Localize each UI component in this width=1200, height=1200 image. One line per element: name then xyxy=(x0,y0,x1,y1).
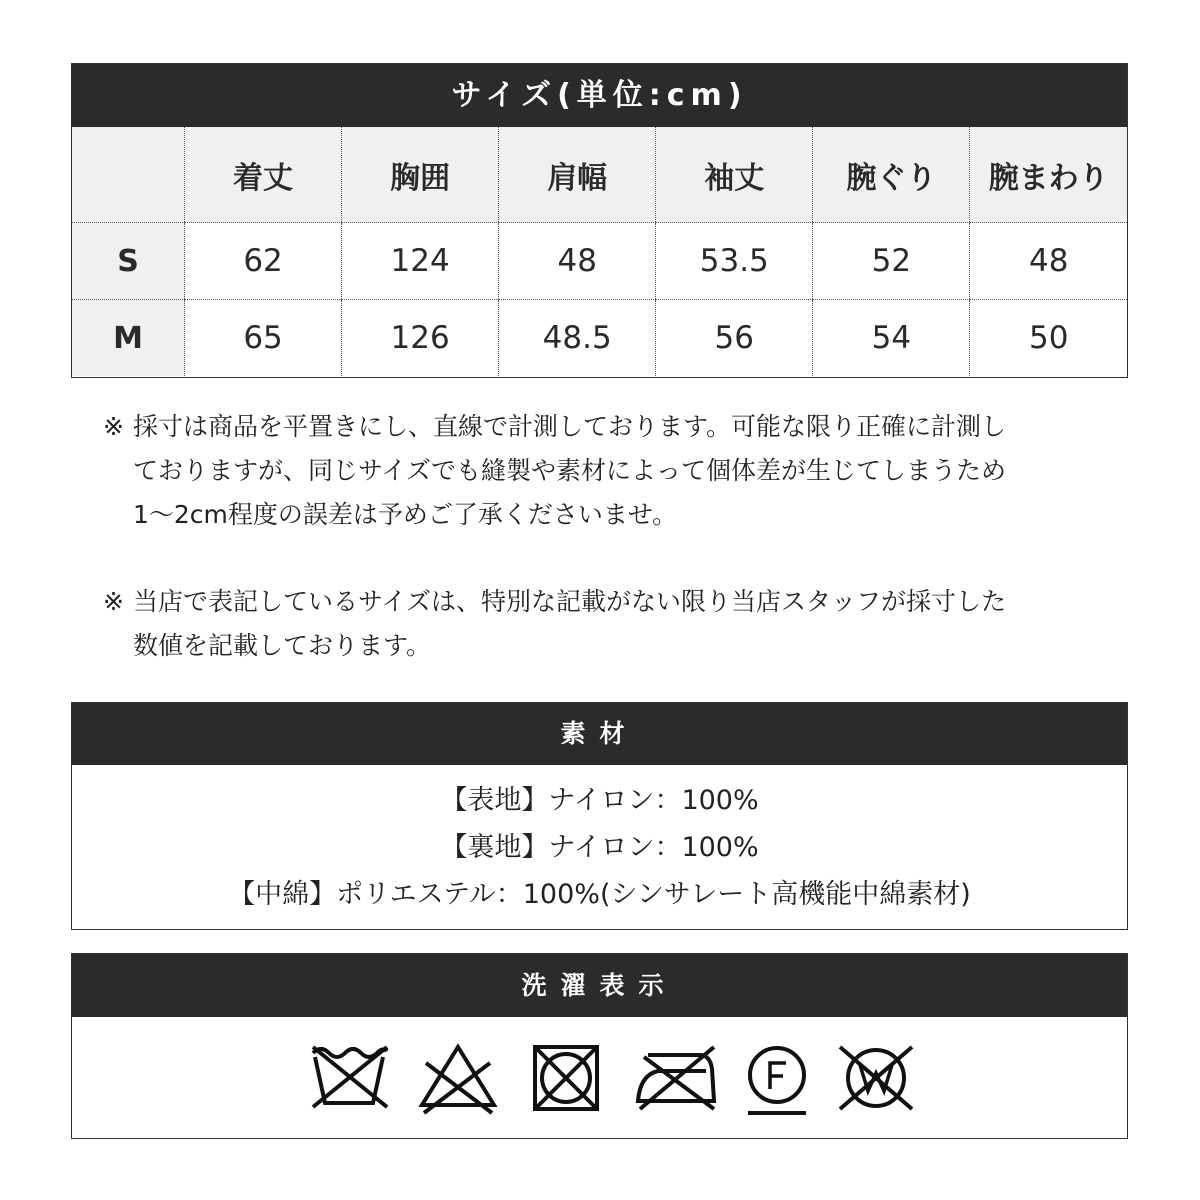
table-cell: 126 xyxy=(342,300,499,377)
care-icons xyxy=(72,1017,1127,1138)
column-header: 袖丈 xyxy=(656,127,813,223)
material-line: 【裏地】ナイロン：100% xyxy=(440,832,759,863)
note-line: 当店で表記しているサイズは、特別な記載がない限り当店スタッフが採寸した xyxy=(133,587,1007,616)
size-label: S xyxy=(72,223,185,300)
table-cell: 65 xyxy=(185,300,342,377)
column-header: 腕まわり xyxy=(970,127,1127,223)
size-table xyxy=(72,127,1127,376)
material-line: 【中綿】ポリエステル：100%(シンサレート高機能中綿素材) xyxy=(228,879,971,910)
material-list xyxy=(72,765,1127,918)
material-line: 【表地】ナイロン：100% xyxy=(440,785,759,816)
table-cell: 50 xyxy=(970,300,1127,377)
size-table-corner xyxy=(72,127,185,223)
column-header: 胸囲 xyxy=(342,127,499,223)
measurement-note xyxy=(103,405,1103,537)
no-wet-clean-icon xyxy=(834,1043,918,1113)
table-row xyxy=(72,300,1127,377)
size-table-header-row xyxy=(72,127,1127,223)
table-cell: 62 xyxy=(185,223,342,300)
note-line: ておりますが、同じサイズでも縫製や素材によって個体差が生じてしまうため xyxy=(133,456,1007,485)
table-cell: 124 xyxy=(342,223,499,300)
table-cell: 53.5 xyxy=(656,223,813,300)
no-wash-icon xyxy=(307,1043,391,1113)
note-line: 採寸は商品を平置きにし、直線で計測しております。可能な限り正確に計測し xyxy=(133,412,1007,441)
note-line: 1〜2cm程度の誤差は予めご了承くださいませ。 xyxy=(133,500,678,529)
table-cell: 56 xyxy=(656,300,813,377)
column-header: 着丈 xyxy=(185,127,342,223)
table-cell: 54 xyxy=(813,300,970,377)
table-row xyxy=(72,223,1127,300)
size-table-section xyxy=(71,63,1128,378)
note-line: 数値を記載しております。 xyxy=(133,631,432,660)
table-cell: 52 xyxy=(813,223,970,300)
dry-clean-f-icon xyxy=(742,1043,812,1119)
material-section xyxy=(71,702,1128,930)
washing-title: 洗濯表示 xyxy=(72,954,1127,1017)
material-title: 素材 xyxy=(72,703,1127,765)
column-header: 腕ぐり xyxy=(813,127,970,223)
no-bleach-icon xyxy=(416,1043,500,1115)
size-label: M xyxy=(72,300,185,377)
size-source-note xyxy=(103,580,1103,668)
table-cell: 48 xyxy=(970,223,1127,300)
note-mark: ※ xyxy=(103,412,124,441)
table-cell: 48.5 xyxy=(499,300,656,377)
size-table-title: サイズ(単位:cm) xyxy=(72,64,1127,127)
no-tumble-dry-icon xyxy=(529,1043,603,1113)
no-iron-icon xyxy=(634,1043,720,1113)
table-cell: 48 xyxy=(499,223,656,300)
column-header: 肩幅 xyxy=(499,127,656,223)
washing-section xyxy=(71,953,1128,1139)
note-mark: ※ xyxy=(103,587,124,616)
